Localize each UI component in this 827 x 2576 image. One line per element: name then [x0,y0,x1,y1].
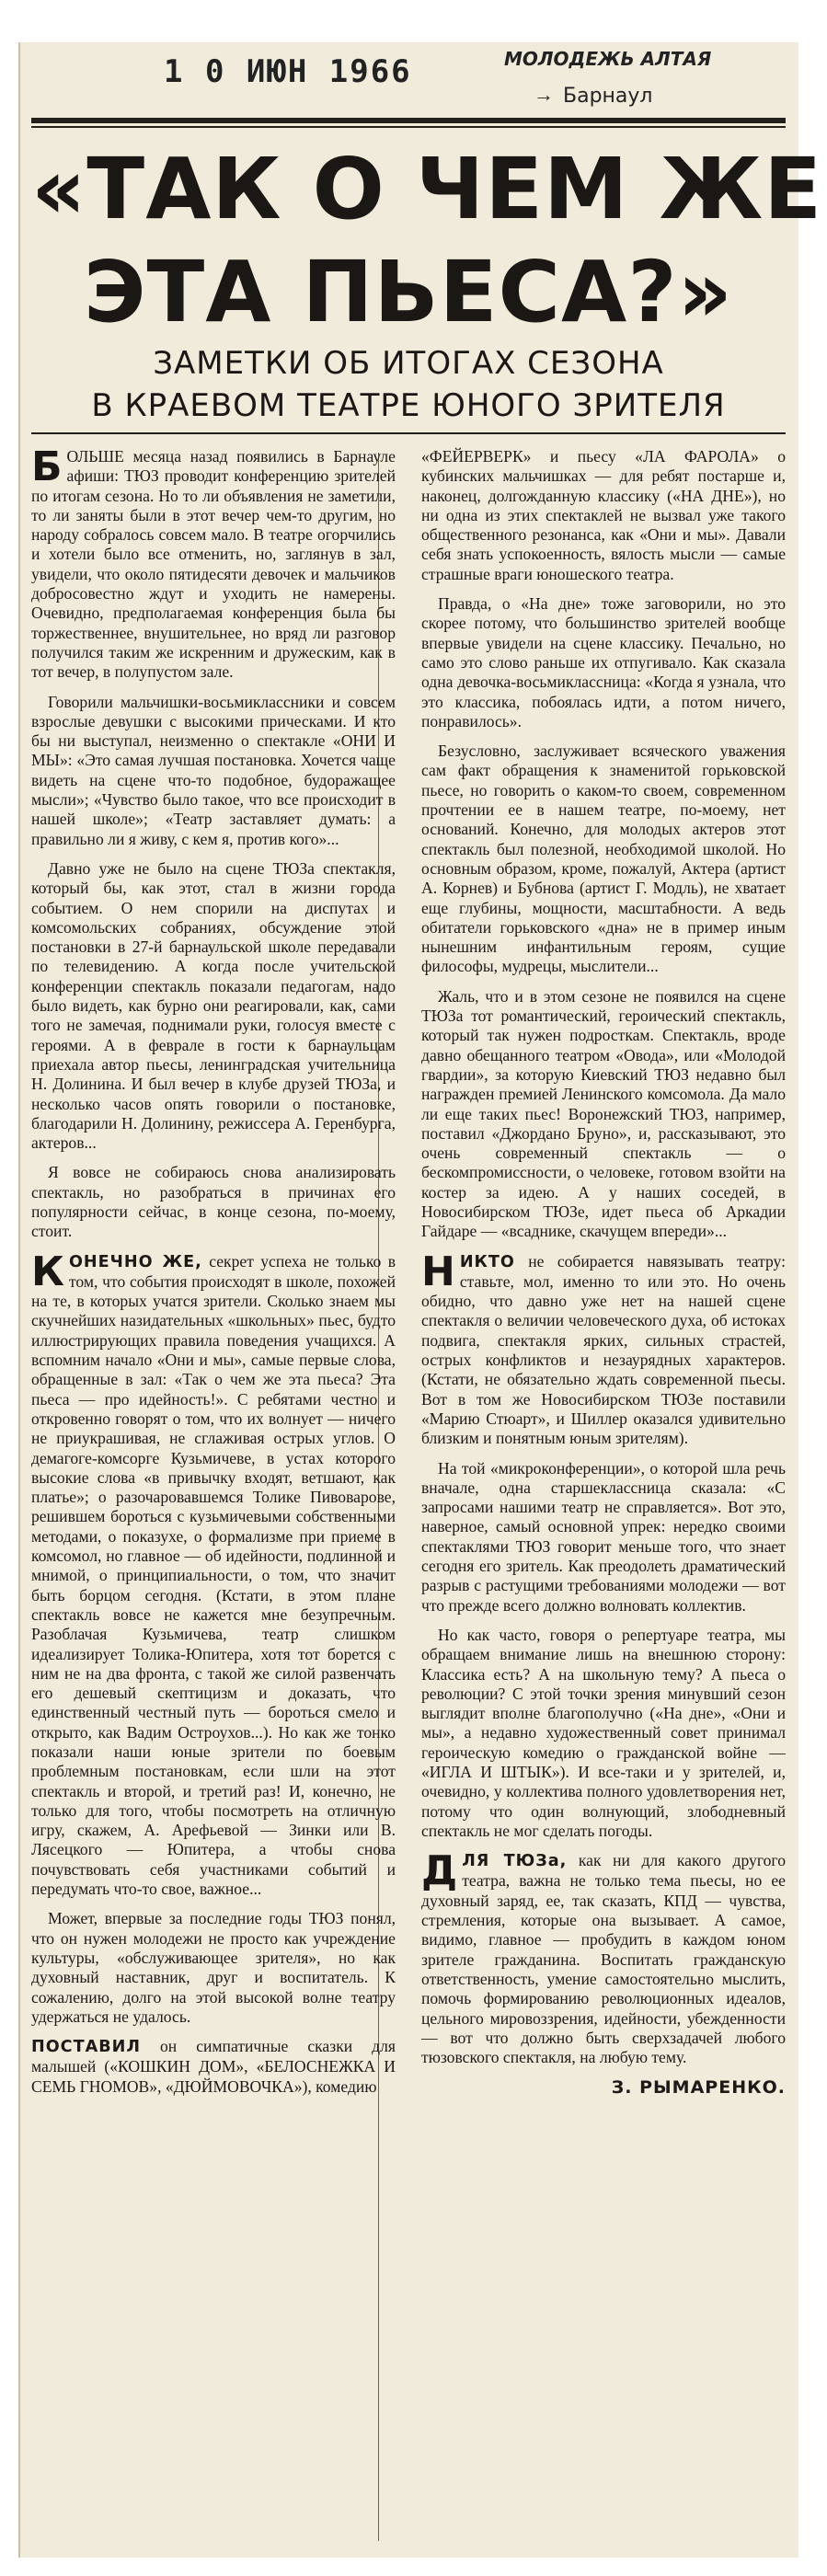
paragraph: Давно уже не было на сцене ТЮЗа спектакля, который бы, как этот, стал в жизни города событием. О нем спорили на диспутах и комсомольских собраниях, обсуждение этой постановки в 27-й барнаульской школе передавали по телевидению. А когда после учительской конференции спектакль показали педагогам, надо было видеть, как бурно они реагировали, как, сами того не замечая, поднимали руки, голосуя вместе с героями. А в феврале в гости к барнаульцам приехала автор пьесы, ленинградская учительница Н. Долинина. И был вечер в клубе друзей ТЮЗа, и несколько часов опять говорили о постановке, благодарили Н. Долинину, режиссера А. Геренбурга, актеров... [31,858,396,1153]
newspaper-name-stamp: МОЛОДЕЖЬ АЛТАЯ [504,48,712,70]
paragraph-text: секрет успеха не только в том, что события происходят в школе, похожей на те, в которых учатся зрители. Сколько знаем мы скучнейших назидательных «школьных» пьес, будто иллюстрирующих правила поведения учащихся. А вспомним начало «Они и мы», самые первые слова, обращенные в зал: «Так о чем же эта пьеса? Эта пьеса — про идейность!». С ребятами честно и откровенно говорят о том, что их волнует — ничего не приукрашивая, не сглаживая острых углов. О демагоге-комсорге Кузьмичеве, в устах которого высокие слова «в привычку входят, ветшают, как платье»; о разочаровавшемся Толике Пивоварове, решившем бороться с кузьмичевыми собственными методами, о показухе, о формализме при приеме в комсомол, но главное — об идейности, подлинной и мнимой, о принципиальности, о том, что значит быть борцом сегодня. (Кстати, в этом плане спектакль вовсе не кажется мне безупречным. Разоблачая Кузьмичева, театр слишком идеализирует Толика-Юпитера, хотя тот борется с ним не на два фронта, с такой же силой развенчать его дешевый скептицизм и доказать, что единственный честный путь — бороться смело и открыто, как Вадим Остроухов...). Но как же тонко показали наши юные зрители по боевым проблемным постановкам, если шли на этот спектакль и второй, и третий раз! И, конечно, не только для того, чтобы посмотреть на отличную игру, скажем, А. Арефьевой — Зинки или В. Лясецкого — Юпитера, а чтобы снова почувствовать себя участниками событий и передумать что-то свое, важное... [31,1251,396,1899]
paragraph: Но как часто, говоря о репертуаре театра, мы обращаем внимание лишь на внешнюю сторону: Классика есть? А на школьную тему? А пьеса о революции? С этой точки зрения минувший сезон выглядит вполне благополучно («На дне», «Они и мы», а недавно художественный совет принимал героическую комедию о гражданской войне — «ИГЛА И ШТЫК»). И все-таки и у зрителей, и, очевидно, у коллектива полного удовлетворения нет, потому что один волнующий, злободневный спектакль не мог сделать погоды. [421,1625,786,1840]
paragraph-text: как ни для какого другого театра, важна не только тема пьесы, но ее духовный заряд, ее, так сказать, КПД — чувства, стремления, которые она вызывает. А самое, видимо, главное — пробудить в каждом юном зрителе гражданина. Воспитать гражданскую ответственность, умение самостоятельно мыслить, помочь формированию революционных идеалов, цельного мировоззрения, идейности, убежденности — вот что должно быть сверхзадачей любого тюзовского спектакля, на любую тему. [421,1851,786,2067]
dropcap: Д [421,1847,458,1895]
subhead-line-2: В КРАЕВОМ ТЕАТРЕ ЮНОГО ЗРИТЕЛЯ [91,387,726,424]
article-body [31,447,786,2540]
paragraph: «ФЕЙЕРВЕРК» и пьесу «ЛА ФАРОЛА» о кубинских мальчишках — для ребят постарше и, наконец, долгожданную классику («НА ДНЕ»), но ни одна из этих спектаклей не вызвал уже такого общественного резонанса, как «Они и мы». Давали себя знать успокоенность, вялость мысли — самые страшные враги юношеского театра. [421,447,786,583]
paragraph: Правда, о «На дне» тоже заговорили, но это скорее потому, что большинство зрителей вообще впервые увидели на сцене классику. Печально, но само это слово раньше их отпугивало. Как сказала одна девочка-восьмиклассница: «Когда я узнала, что это классика, побоялась идти, а потом ничего, понравилось». [421,594,786,730]
paragraph [421,1248,786,1449]
lead-caps: ПОСТАВИЛ [31,2038,141,2057]
paragraph [31,2037,396,2097]
article-headline [31,138,823,344]
paragraph: Может, впервые за последние годы ТЮЗ понял, что он нужен молодежи не просто как учреждение культуры, «обслуживающее зрителя», но как духовный наставник, друг и воспитатель. К сожалению, долго на этой высокой волне театру удержаться не удалось. [31,1909,396,2026]
dropcap: К [31,1248,64,1295]
paragraph [31,1248,396,1900]
paragraph [421,1847,786,2067]
paragraph: Говорили мальчишки-восьмиклассники и совсем взрослые девушки с высокими прическами. И кто бы ни выступал, неизменно о спектакле «ОНИ И МЫ»: «Это самая лучшая постановка. Хочется чаще видеть на сцене что-то подобное, будоражащее мысли»; «Чувство было такое, что все происходит в нашей школе»; «Театр заставляет думать: а правильно ли я живу, с кем я, против кого»... [31,692,396,848]
lead-caps: ОНЕЧНО ЖЕ, [68,1252,202,1271]
dropcap: Б [31,447,63,490]
article-subhead [31,342,786,427]
lead-caps: ИКТО [459,1252,515,1271]
arrow-icon: → [534,83,554,106]
paragraph: На той «микроконференции», о которой шла речь вначале, одна старшеклассница сказала: «С запросами нашими театр не справляется». Вот это, наверное, самый основной упрек: нередко своими спектаклями ТЮЗ говорит меньше того, что знает сегодня его зритель. Как преодолеть драматический разрыв с растущими требованиями молодежи — вот что прежде всего должно волновать коллектив. [421,1458,786,1615]
lead-caps: ЛЯ ТЮЗа, [462,1852,568,1871]
right-column [421,447,786,2540]
headline-line-1: «ТАК О ЧЕМ ЖЕ [31,140,823,238]
date-stamp: 1 0 ИЮН 1966 [164,53,412,90]
headline-line-2: ЭТА ПЬЕСА?» [84,243,733,341]
subhead-rule [31,432,786,434]
paragraph: Я вовсе не собираюсь снова анализировать спектакль, но разобраться в причинах его популярности сейчас, в конце сезона, по-моему, стоит. [31,1163,396,1241]
left-column [31,447,396,2540]
city-stamp: Барнаул [563,85,653,108]
paragraph [31,447,396,683]
subhead-line-1: ЗАМЕТКИ ОБ ИТОГАХ СЕЗОНА [153,345,664,382]
author-signature: З. РЫМАРЕНКО. [611,2077,786,2099]
paragraph-text: не собирается навязывать театру: ставьте, мол, именно то или это. Но очень обидно, что давно уже нет на нашей сцене спектакля о величии человеческого духа, об истоках подвига, спектакля ярких, сильных страстей, острых конфликтов и незаурядных характеров. (Кстати, не обязательно ждать современной пьесы. Вот в том же Новосибирском ТЮЗе поставили «Марию Стюарт», и Шиллер оказался удивительно близким и понятным юным зрителям). [421,1251,786,1448]
paragraph-text: он симпатичные сказки для малышей («КОШКИН ДОМ», «БЕЛОСНЕЖКА И СЕМЬ ГНОМОВ», «ДЮЙМОВОЧКА»), комедию [31,2037,396,2096]
title-rule [31,118,786,128]
dropcap: Н [421,1248,455,1295]
paragraph-text: ОЛЬШЕ месяца назад появились в Барнауле афиши: ТЮЗ проводит конференцию зрителей по итогам сезона. Но то ли объявления не заметили, то ли заняты были в этот вечер чем-то другим, но народу собралось совсем мало. В театре огорчились и хотели было все отменить, но, заглянув в зал, увидели, что около пятидесяти девочек и мальчиков добросовестно ждут и уходить не намерены. Очевидно, предполагаемая конференция была бы торжественнее, внушительнее, но вряд ли разговор получился таким же искренним и дружеским, как в тот вечер, в полупустом зале. [31,447,396,682]
paragraph: Жаль, что и в этом сезоне не появился на сцене ТЮЗа тот романтический, героический спектакль, который так нужен подросткам. Спектакль, вроде давно обещанного театром «Овода», или «Молодой гвардии», за которую Киевский ТЮЗ недавно был награжден премией Ленинского комсомола. Да мало ли еще таких пьес! Воронежский ТЮЗ, например, поставил «Джордано Бруно», и, рассказывают, это очень современный спектакль — о бескомпромиссности, о человеке, готовом взойти на костер за идею. А у наших соседей, в Новосибирском ТЮЗе, идет пьеса об Аркадии Гайдаре — «всаднике, скачущем впереди»... [421,986,786,1241]
paragraph: Безусловно, заслуживает всяческого уважения сам факт обращения к знаменитой горьковской пьесе, но говорить о каком-то своем, современном прочтении ее в нашем театре, по-моему, нет оснований. Конечно, для молодых актеров этот спектакль был полезной, необходимой школой. Но основным образом, кроме, пожалуй, Актера (артист А. Корнев) и Бубнова (артист Г. Модль), не хватает еще глубины, мощности, масштабности. А ведь обитатели горьковского «дна» не в пример иным нынешним инфантильным героям, сущие философы, мудрецы, мыслители... [421,742,786,976]
